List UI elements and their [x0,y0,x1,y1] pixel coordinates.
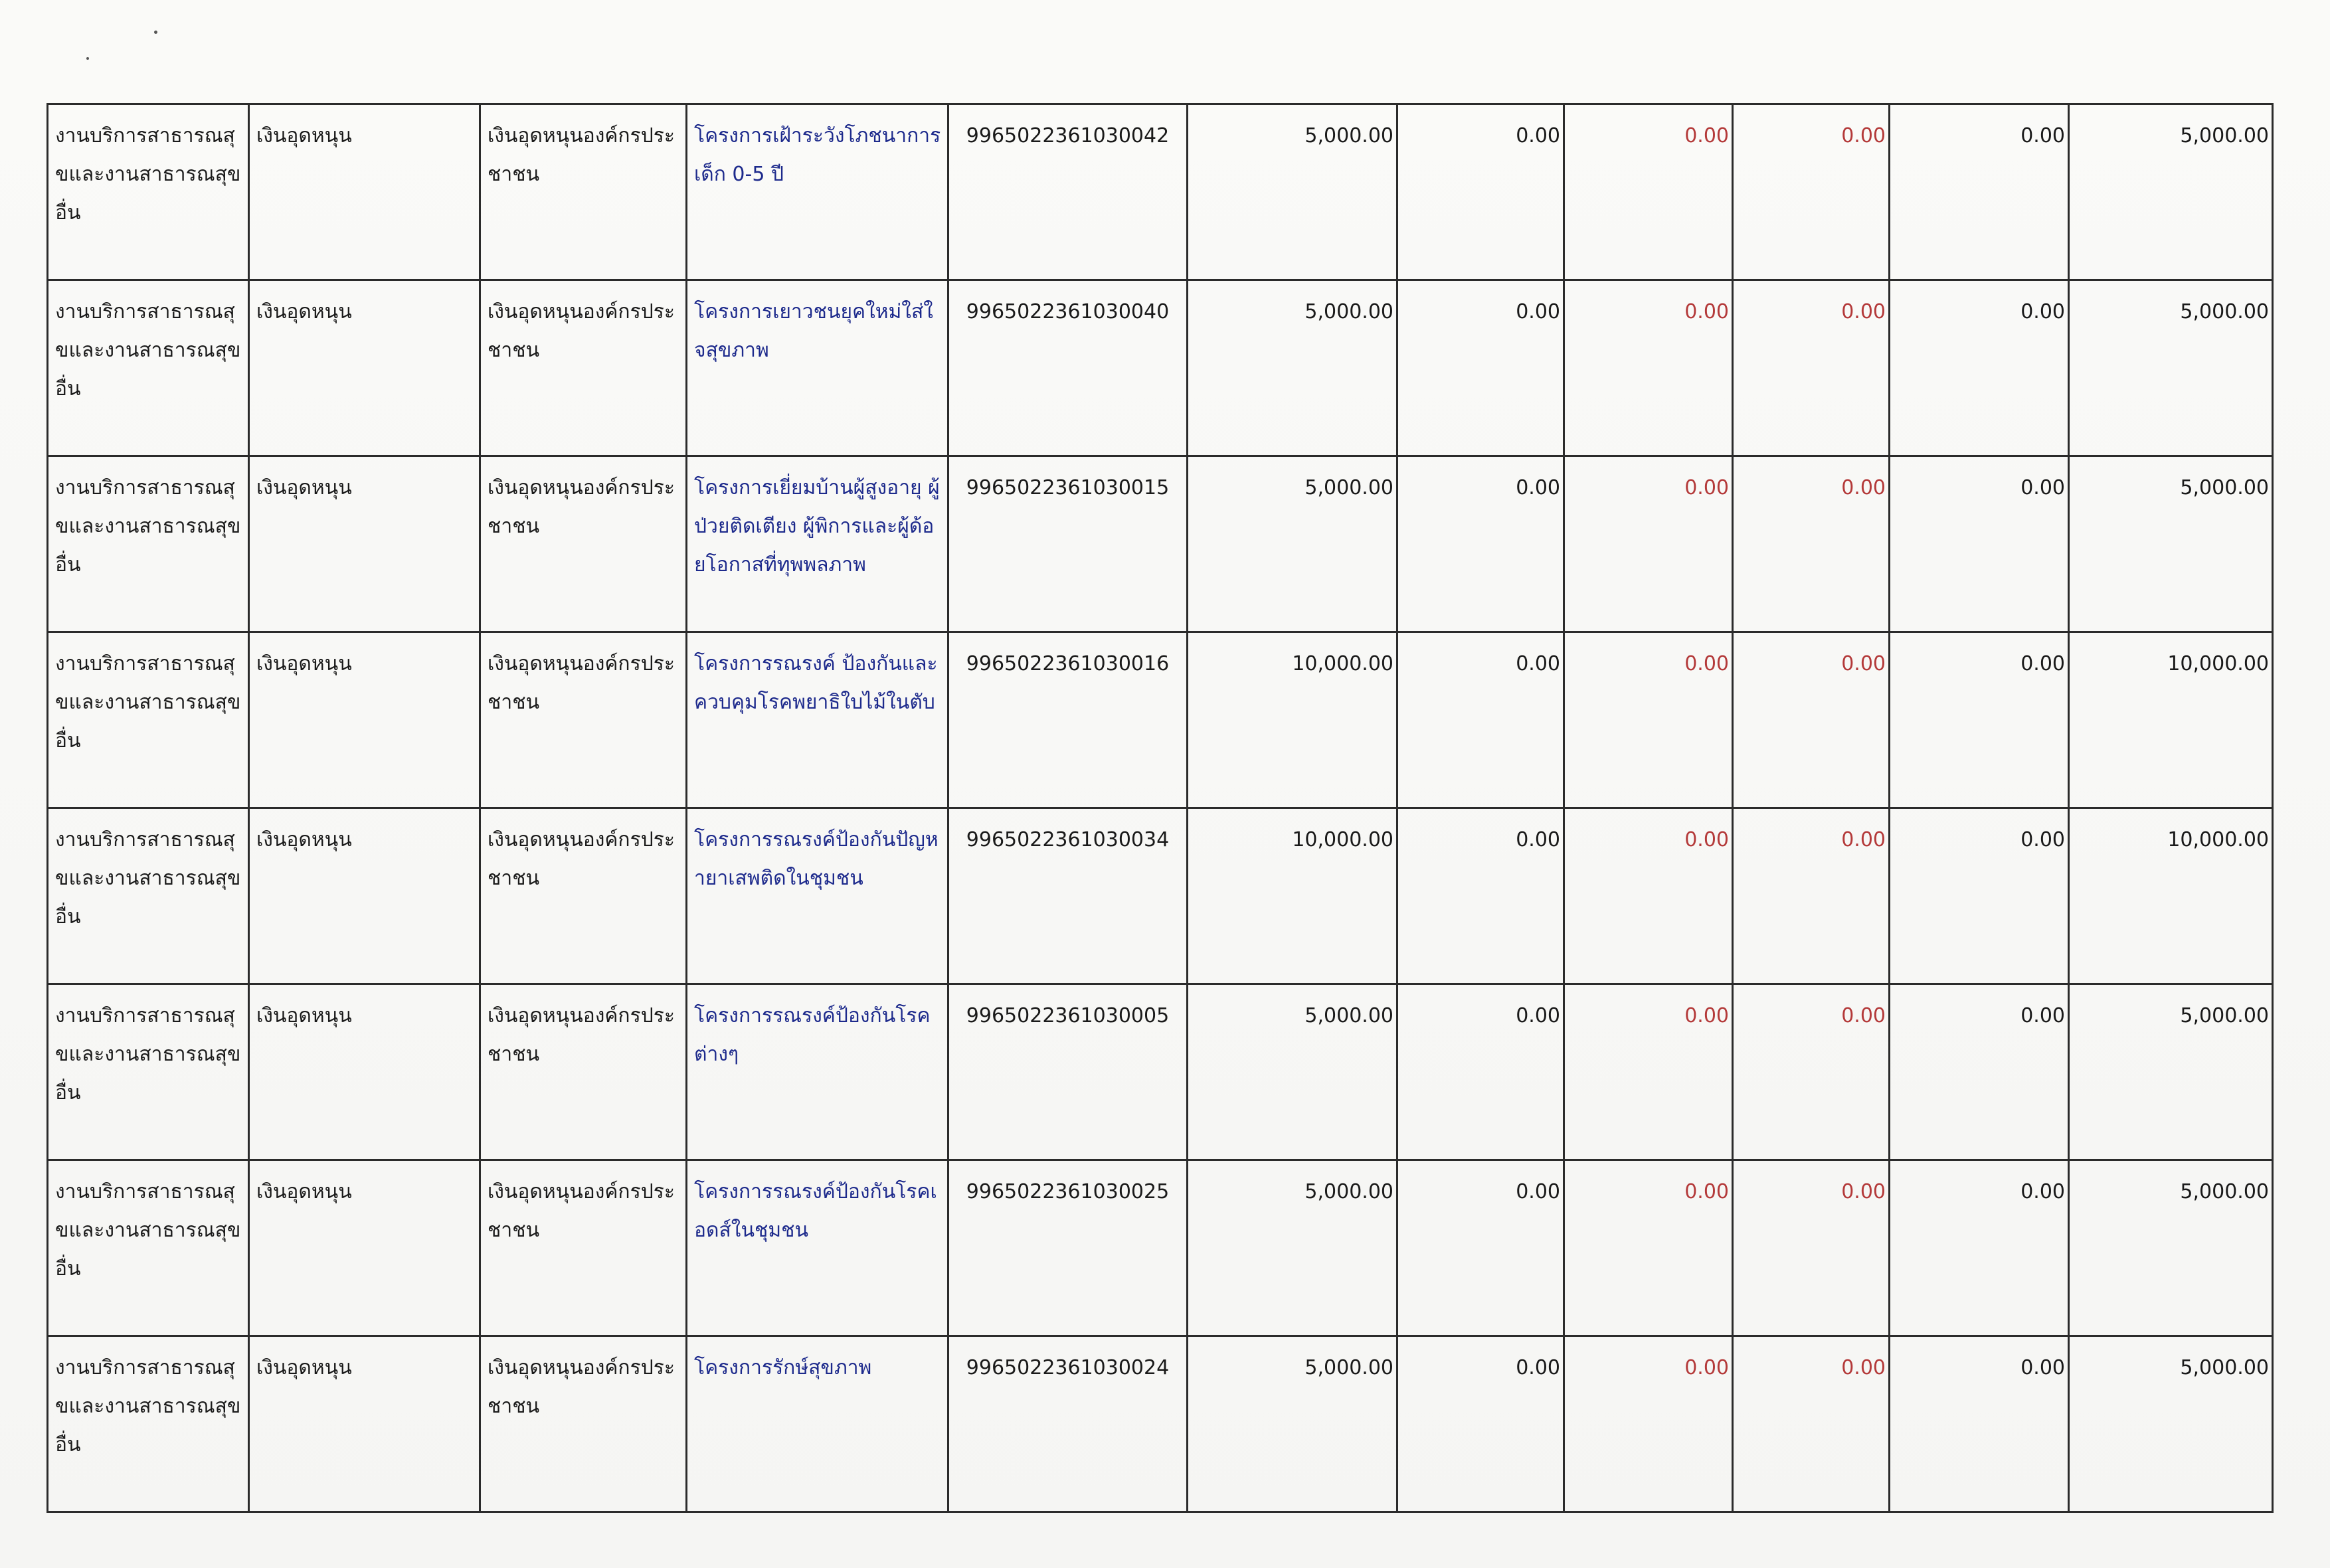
cell-category-text: เงินอุดหนุน [256,1356,352,1379]
cell-value-2-text: 0.00 [1684,1356,1729,1379]
cell-value-1 [1397,456,1564,632]
cell-total [2069,456,2273,632]
cell-value-1-text: 0.00 [1516,1356,1560,1379]
cell-type-text: เงินอุดหนุนองค์กรประชาชน [488,300,675,362]
cell-amount [1188,1160,1397,1336]
cell-type [480,280,687,456]
cell-value-2 [1564,1336,1733,1512]
cell-value-4 [1890,1160,2069,1336]
table-row [48,104,2273,280]
cell-project-text: โครงการเยี่ยมบ้านผู้สูงอายุ ผู้ป่วยติดเตียง ผู้พิการและผู้ด้อยโอกาสที่ทุพพลภาพ [694,476,940,576]
cell-total [2069,1336,2273,1512]
cell-project-text: โครงการเฝ้าระวังโภชนาการเด็ก 0-5 ปี [694,124,941,186]
cell-type [480,1160,687,1336]
cell-work [48,456,249,632]
cell-type [480,104,687,280]
cell-work [48,1160,249,1336]
scan-speck [154,31,157,34]
cell-amount-text: 5,000.00 [1304,1180,1393,1203]
cell-value-3-text: 0.00 [1841,1004,1886,1027]
cell-total [2069,808,2273,984]
cell-value-4-text: 0.00 [2020,1356,2065,1379]
cell-code [948,280,1188,456]
cell-type-text: เงินอุดหนุนองค์กรประชาชน [488,828,675,890]
cell-category [249,808,480,984]
cell-value-4 [1890,456,2069,632]
cell-code [948,456,1188,632]
cell-value-1-text: 0.00 [1516,1004,1560,1027]
cell-category-text: เงินอุดหนุน [256,476,352,499]
cell-amount [1188,808,1397,984]
cell-value-3 [1733,632,1890,808]
cell-amount [1188,104,1397,280]
cell-total [2069,280,2273,456]
cell-value-4-text: 0.00 [2020,652,2065,675]
cell-category-text: เงินอุดหนุน [256,124,352,147]
cell-code-text: 9965022361030034 [966,828,1170,851]
cell-value-3-text: 0.00 [1841,652,1886,675]
cell-work [48,808,249,984]
cell-total [2069,104,2273,280]
cell-total-text: 5,000.00 [2180,124,2269,147]
cell-value-3 [1733,808,1890,984]
cell-code [948,1160,1188,1336]
cell-value-1-text: 0.00 [1516,652,1560,675]
cell-value-4 [1890,280,2069,456]
cell-project [687,456,948,632]
cell-total [2069,984,2273,1160]
cell-category [249,984,480,1160]
cell-type [480,632,687,808]
cell-value-2 [1564,104,1733,280]
cell-code-text: 9965022361030025 [966,1180,1170,1203]
cell-category [249,104,480,280]
cell-value-1 [1397,280,1564,456]
cell-category-text: เงินอุดหนุน [256,652,352,675]
cell-category [249,632,480,808]
cell-value-4-text: 0.00 [2020,1180,2065,1203]
cell-total-text: 5,000.00 [2180,1180,2269,1203]
cell-type-text: เงินอุดหนุนองค์กรประชาชน [488,652,675,714]
cell-total [2069,1160,2273,1336]
cell-work [48,984,249,1160]
cell-project-text: โครงการรณรงค์ป้องกันโรคต่างๆ [694,1004,931,1066]
cell-value-1-text: 0.00 [1516,300,1560,323]
cell-code-text: 9965022361030015 [966,476,1170,499]
cell-value-2-text: 0.00 [1684,476,1729,499]
cell-value-2 [1564,808,1733,984]
cell-value-1 [1397,984,1564,1160]
cell-value-2-text: 0.00 [1684,124,1729,147]
cell-work-text: งานบริการสาธารณสุขและงานสาธารณสุขอื่น [55,476,241,576]
cell-amount-text: 10,000.00 [1292,652,1393,675]
cell-total-text: 5,000.00 [2180,476,2269,499]
cell-value-4-text: 0.00 [2020,828,2065,851]
cell-total-text: 10,000.00 [2167,652,2269,675]
cell-value-1 [1397,1336,1564,1512]
cell-value-2-text: 0.00 [1684,828,1729,851]
cell-total-text: 10,000.00 [2167,828,2269,851]
table-body [48,104,2273,1512]
cell-work-text: งานบริการสาธารณสุขและงานสาธารณสุขอื่น [55,1004,241,1104]
table-row [48,1336,2273,1512]
cell-value-2 [1564,456,1733,632]
cell-category-text: เงินอุดหนุน [256,1004,352,1027]
cell-value-2 [1564,984,1733,1160]
cell-amount-text: 5,000.00 [1304,1004,1393,1027]
cell-code-text: 9965022361030040 [966,300,1170,323]
cell-project-text: โครงการรักษ์สุขภาพ [694,1356,872,1379]
cell-work [48,632,249,808]
cell-value-3-text: 0.00 [1841,300,1886,323]
cell-category [249,456,480,632]
cell-value-3-text: 0.00 [1841,124,1886,147]
cell-code-text: 9965022361030016 [966,652,1170,675]
cell-value-4 [1890,808,2069,984]
cell-work [48,1336,249,1512]
cell-code [948,984,1188,1160]
cell-type [480,808,687,984]
cell-total-text: 5,000.00 [2180,1356,2269,1379]
cell-amount [1188,280,1397,456]
cell-value-2 [1564,280,1733,456]
cell-amount-text: 10,000.00 [1292,828,1393,851]
cell-value-4 [1890,104,2069,280]
cell-amount-text: 5,000.00 [1304,476,1393,499]
cell-value-3 [1733,104,1890,280]
cell-value-1 [1397,632,1564,808]
cell-value-2 [1564,1160,1733,1336]
cell-total-text: 5,000.00 [2180,1004,2269,1027]
cell-type-text: เงินอุดหนุนองค์กรประชาชน [488,1180,675,1242]
cell-value-3 [1733,1336,1890,1512]
cell-value-4-text: 0.00 [2020,476,2065,499]
cell-amount-text: 5,000.00 [1304,300,1393,323]
cell-value-4-text: 0.00 [2020,124,2065,147]
cell-type-text: เงินอุดหนุนองค์กรประชาชน [488,1004,675,1066]
cell-value-3 [1733,1160,1890,1336]
cell-value-1-text: 0.00 [1516,828,1560,851]
cell-project [687,632,948,808]
cell-value-2-text: 0.00 [1684,1180,1729,1203]
cell-total-text: 5,000.00 [2180,300,2269,323]
cell-value-3-text: 0.00 [1841,1180,1886,1203]
cell-code [948,1336,1188,1512]
cell-work-text: งานบริการสาธารณสุขและงานสาธารณสุขอื่น [55,300,241,400]
scan-speck [86,57,89,60]
cell-type-text: เงินอุดหนุนองค์กรประชาชน [488,476,675,538]
budget-table [46,103,2274,1513]
cell-project [687,280,948,456]
cell-value-2-text: 0.00 [1684,652,1729,675]
cell-value-3-text: 0.00 [1841,828,1886,851]
cell-category [249,1336,480,1512]
cell-code [948,104,1188,280]
table-row [48,632,2273,808]
cell-value-3 [1733,280,1890,456]
cell-work [48,104,249,280]
cell-code-text: 9965022361030042 [966,124,1170,147]
cell-amount-text: 5,000.00 [1304,1356,1393,1379]
cell-value-1-text: 0.00 [1516,124,1560,147]
cell-category-text: เงินอุดหนุน [256,828,352,851]
cell-value-4-text: 0.00 [2020,1004,2065,1027]
table-row [48,808,2273,984]
cell-category [249,280,480,456]
table-row [48,1160,2273,1336]
cell-work-text: งานบริการสาธารณสุขและงานสาธารณสุขอื่น [55,1356,241,1456]
cell-type-text: เงินอุดหนุนองค์กรประชาชน [488,124,675,186]
cell-code-text: 9965022361030024 [966,1356,1170,1379]
cell-value-4-text: 0.00 [2020,300,2065,323]
cell-value-3-text: 0.00 [1841,1356,1886,1379]
table-row [48,984,2273,1160]
cell-project [687,808,948,984]
cell-work-text: งานบริการสาธารณสุขและงานสาธารณสุขอื่น [55,652,241,752]
cell-value-2 [1564,632,1733,808]
cell-value-1 [1397,808,1564,984]
cell-amount [1188,632,1397,808]
cell-project [687,1336,948,1512]
cell-project [687,984,948,1160]
cell-category-text: เงินอุดหนุน [256,300,352,323]
cell-amount-text: 5,000.00 [1304,124,1393,147]
cell-value-1 [1397,1160,1564,1336]
cell-code [948,808,1188,984]
table-row [48,280,2273,456]
cell-amount [1188,984,1397,1160]
cell-total [2069,632,2273,808]
cell-value-4 [1890,984,2069,1160]
cell-code [948,632,1188,808]
cell-project-text: โครงการรณรงค์ป้องกันโรคเอดส์ในชุมชน [694,1180,937,1242]
cell-value-4 [1890,1336,2069,1512]
cell-value-1 [1397,104,1564,280]
cell-value-1-text: 0.00 [1516,1180,1560,1203]
cell-value-2-text: 0.00 [1684,1004,1729,1027]
cell-project [687,1160,948,1336]
cell-value-3 [1733,984,1890,1160]
cell-type [480,456,687,632]
cell-amount [1188,1336,1397,1512]
cell-value-3-text: 0.00 [1841,476,1886,499]
cell-type [480,984,687,1160]
cell-code-text: 9965022361030005 [966,1004,1170,1027]
cell-work-text: งานบริการสาธารณสุขและงานสาธารณสุขอื่น [55,124,241,224]
cell-project-text: โครงการรณรงค์ป้องกันปัญหายาเสพติดในชุมชน [694,828,939,890]
cell-type-text: เงินอุดหนุนองค์กรประชาชน [488,1356,675,1418]
cell-category-text: เงินอุดหนุน [256,1180,352,1203]
cell-project-text: โครงการเยาวชนยุคใหม่ใส่ใจสุขภาพ [694,300,933,362]
cell-value-3 [1733,456,1890,632]
cell-value-2-text: 0.00 [1684,300,1729,323]
cell-project [687,104,948,280]
cell-work-text: งานบริการสาธารณสุขและงานสาธารณสุขอื่น [55,828,241,928]
cell-type [480,1336,687,1512]
cell-work-text: งานบริการสาธารณสุขและงานสาธารณสุขอื่น [55,1180,241,1280]
cell-value-1-text: 0.00 [1516,476,1560,499]
cell-value-4 [1890,632,2069,808]
cell-amount [1188,456,1397,632]
cell-category [249,1160,480,1336]
table-row [48,456,2273,632]
cell-work [48,280,249,456]
cell-project-text: โครงการรณรงค์ ป้องกันและควบคุมโรคพยาธิใบไม้ในตับ [694,652,938,714]
